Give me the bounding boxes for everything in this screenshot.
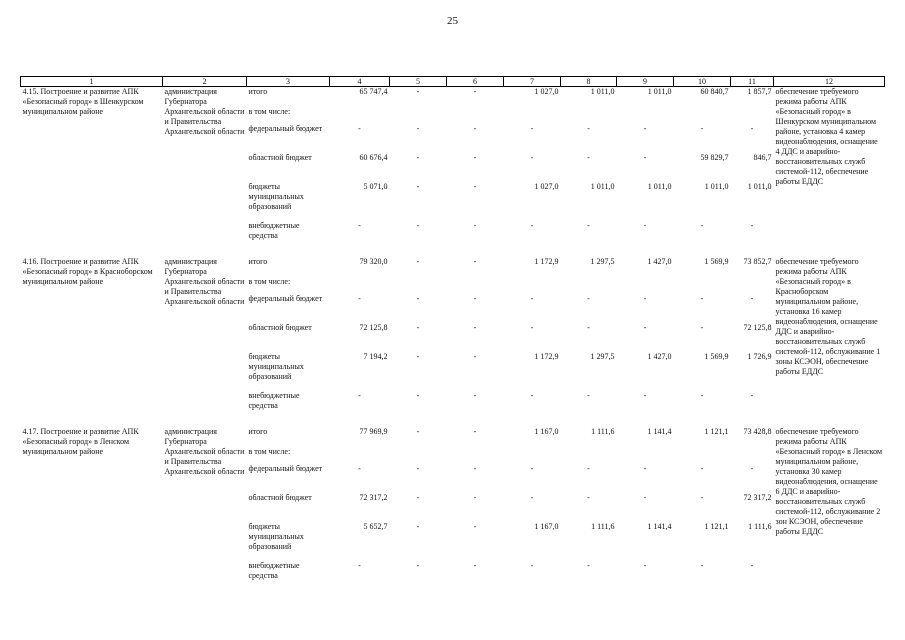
amount-cell: - [473,390,477,400]
amount-cell: - [416,351,420,361]
funding-source: итого [248,256,268,266]
amount-cell: - [643,560,647,570]
amount-cell: 1 011,0 [590,181,615,191]
column-number: 3 [247,77,330,87]
amount-cell [504,277,561,294]
amount-cell [674,107,731,124]
amount-cell: 1 011,0 [647,181,672,191]
amount-cell: - [473,463,477,473]
funding-source: областной бюджет [248,492,312,502]
amount-cell: - [416,87,420,96]
amount-cell: - [473,322,477,332]
amount-cell: - [473,293,477,303]
row-spacer [21,243,885,257]
amount-cell: - [750,123,754,133]
amount-cell: - [700,560,704,570]
amount-cell: - [416,463,420,473]
table-row [21,427,885,447]
column-number: 6 [447,77,504,87]
amount-cell: - [473,87,477,96]
executor: администрация Губернатора Архангельской области и Правительства Архангельской области [164,87,245,136]
row-spacer [21,413,885,427]
amount-cell [617,107,674,124]
spacer-cell [21,413,885,427]
amount-cell: - [587,220,590,230]
amount-cell: 1 011,0 [590,87,615,96]
amount-cell [390,277,447,294]
amount-cell: - [473,492,477,502]
amount-cell: 77 969,9 [359,426,388,436]
spacer-cell [21,243,885,257]
amount-cell: 1 121,1 [704,521,729,531]
funding-source: внебюджетные средства [248,390,300,410]
column-number: 2 [163,77,247,87]
amount-cell [561,277,617,294]
amount-cell: - [643,322,647,332]
amount-cell: - [416,123,420,133]
funding-source: итого [248,87,268,96]
funding-source: федеральный бюджет [248,293,323,303]
amount-cell [617,277,674,294]
amount-cell: - [643,123,647,133]
amount-cell: - [416,256,420,266]
amount-cell [330,107,390,124]
column-number: 12 [774,77,885,87]
amount-cell: 1 167,0 [534,521,559,531]
amount-cell: - [358,463,361,473]
amount-cell [504,447,561,464]
amount-cell: - [643,220,647,230]
amount-cell: - [700,293,704,303]
amount-cell: - [358,220,361,230]
amount-cell: - [358,390,361,400]
amount-cell: 1 172,9 [534,256,559,266]
amount-cell: - [358,293,361,303]
funding-source: внебюджетные средства [248,220,300,240]
amount-cell: - [473,181,477,191]
amount-cell: - [700,390,704,400]
amount-cell: - [700,463,704,473]
amount-cell: - [643,293,647,303]
column-number: 10 [674,77,731,87]
table-body [21,87,885,583]
amount-cell: - [750,560,754,570]
amount-cell: - [700,322,704,332]
amount-cell: 7 194,2 [363,351,388,361]
amount-cell [674,447,731,464]
funding-source: бюджеты муниципальных образований [248,521,304,551]
program-table [20,76,885,583]
amount-cell: - [530,220,534,230]
amount-cell: - [358,560,361,570]
column-number: 9 [617,77,674,87]
amount-cell: - [530,492,534,502]
column-number: 1 [21,77,163,87]
executor: администрация Губернатора Архангельской области и Правительства Архангельской области [164,426,245,476]
amount-cell: - [530,293,534,303]
amount-cell: - [530,463,534,473]
amount-cell: - [473,152,477,162]
amount-cell: - [473,426,477,436]
amount-cell: - [416,293,420,303]
funding-source: областной бюджет [248,322,312,332]
amount-cell [390,107,447,124]
amount-cell: - [473,220,477,230]
amount-cell: 1 141,4 [647,426,672,436]
amount-cell: 5 652,7 [363,521,388,531]
amount-cell: - [700,220,704,230]
amount-cell [731,447,774,464]
amount-cell: 1 172,9 [534,351,559,361]
funding-source: федеральный бюджет [248,463,323,473]
column-number: 5 [390,77,447,87]
measure-name: 4.15. Построение и развитие АПК «Безопасный город» в Шенкурском муниципальном районе [22,87,144,116]
amount-cell: - [587,560,590,570]
amount-cell: - [416,181,420,191]
amount-cell: 846,7 [753,152,772,162]
amount-cell: 1 011,0 [747,181,772,191]
amount-cell: - [700,492,704,502]
amount-cell [674,277,731,294]
amount-cell: 59 829,7 [700,152,729,162]
amount-cell: 1 027,0 [534,181,559,191]
amount-cell: 1 297,5 [590,351,615,361]
amount-cell: - [587,322,590,332]
funding-source: в том числе: [248,276,291,286]
amount-cell [617,447,674,464]
amount-cell: - [643,152,647,162]
amount-cell: - [473,521,477,531]
amount-cell: - [530,152,534,162]
amount-cell: - [530,560,534,570]
amount-cell: 1 027,0 [534,87,559,96]
amount-cell: - [700,123,704,133]
amount-cell: 72 125,8 [743,322,772,332]
amount-cell: 1 011,0 [704,181,729,191]
column-number: 8 [561,77,617,87]
amount-cell: - [416,492,420,502]
funding-source: федеральный бюджет [248,123,323,133]
amount-cell: - [587,492,590,502]
amount-cell: - [530,123,534,133]
amount-cell: - [416,220,420,230]
amount-cell: - [530,390,534,400]
amount-cell: - [587,152,590,162]
funding-source: бюджеты муниципальных образований [248,181,304,211]
amount-cell: 1 141,4 [647,521,672,531]
amount-cell: 73 428,8 [743,426,772,436]
amount-cell [731,107,774,124]
amount-cell: - [643,463,647,473]
expected-result: обеспечение требуемого режима работы АПК «Безопасный город» в Ленском муниципальном районе, установка 30 камер видеонаблюдения, оснащение 6 ДДС и аварийно-восстановительных служб системой-112, обслуживание 2 зон КСЭОН, обеспечение работы ЕДДС [775,426,883,536]
amount-cell [561,447,617,464]
amount-cell [390,447,447,464]
expected-result: обеспечение требуемого режима работы АПК «Безопасный город» в Шенкурском муниципальном районе, установка 4 камер видеонаблюдения, оснащение 4 ДДС и аварийно-восстановительных служб системой-112, обеспечение работы ЕДДС [775,87,878,186]
amount-cell: - [473,351,477,361]
amount-cell: - [358,123,361,133]
amount-cell: - [416,521,420,531]
measure-name: 4.16. Построение и развитие АПК «Безопасный город» в Красноборском муниципальном районе [22,256,153,286]
column-number: 7 [504,77,561,87]
funding-source: областной бюджет [248,152,312,162]
amount-cell: 65 747,4 [359,87,388,96]
table-row [21,87,885,107]
amount-cell: 1 121,1 [704,426,729,436]
amount-cell [447,107,504,124]
amount-cell: 1 111,6 [591,521,615,531]
amount-cell: 5 071,0 [363,181,388,191]
measure-name: 4.17. Построение и развитие АПК «Безопасный город» в Ленском муниципальном районе [22,426,139,456]
amount-cell: - [643,390,647,400]
amount-cell: - [587,390,590,400]
amount-cell: 1 857,7 [747,87,772,96]
amount-cell: - [587,463,590,473]
amount-cell: 72 317,2 [743,492,772,502]
amount-cell: 1 167,0 [534,426,559,436]
amount-cell: - [416,426,420,436]
amount-cell [330,447,390,464]
funding-source: в том числе: [248,446,291,456]
amount-cell: 1 427,0 [647,256,672,266]
amount-cell: 60 840,7 [700,87,729,96]
column-number: 11 [731,77,774,87]
amount-cell: 1 726,9 [747,351,772,361]
column-number-row [21,77,885,87]
amount-cell: 1 569,9 [704,351,729,361]
amount-cell [330,277,390,294]
amount-cell: - [416,322,420,332]
amount-cell: - [416,390,420,400]
amount-cell: - [750,220,754,230]
amount-cell: - [587,123,590,133]
funding-source: в том числе: [248,106,291,116]
amount-cell: - [416,560,420,570]
amount-cell: 1 427,0 [647,351,672,361]
funding-source: внебюджетные средства [248,560,300,580]
amount-cell: 72 317,2 [359,492,388,502]
amount-cell [447,277,504,294]
amount-cell: 60 676,4 [359,152,388,162]
page-number: 25 [447,15,458,27]
amount-cell: - [750,463,754,473]
amount-cell: - [473,123,477,133]
funding-source: итого [248,426,268,436]
amount-cell: 1 569,9 [704,256,729,266]
amount-cell: - [587,293,590,303]
amount-cell: 73 852,7 [743,256,772,266]
amount-cell [731,277,774,294]
amount-cell: 1 111,6 [591,426,615,436]
amount-cell: - [643,492,647,502]
amount-cell: - [750,390,754,400]
amount-cell: 79 320,0 [359,256,388,266]
amount-cell: - [473,560,477,570]
amount-cell: 72 125,8 [359,322,388,332]
column-number: 4 [330,77,390,87]
amount-cell: - [473,256,477,266]
amount-cell [504,107,561,124]
amount-cell: 1 011,0 [647,87,672,96]
funding-source: бюджеты муниципальных образований [248,351,304,381]
amount-cell: - [750,293,754,303]
amount-cell [561,107,617,124]
executor: администрация Губернатора Архангельской области и Правительства Архангельской области [164,256,245,306]
amount-cell: - [530,322,534,332]
amount-cell [447,447,504,464]
table-row [21,257,885,277]
amount-cell: - [416,152,420,162]
amount-cell: 1 297,5 [590,256,615,266]
amount-cell: 1 111,6 [748,521,772,531]
expected-result: обеспечение требуемого режима работы АПК «Безопасный город» в Красноборском муниципальном районе, установка 16 камер видеонаблюдения, оснащение ДДС и аварийно-восстановительных служб системой-112, обслуживание 1 зоны КСЭОН, обеспечение работы ЕДДС [775,256,881,376]
